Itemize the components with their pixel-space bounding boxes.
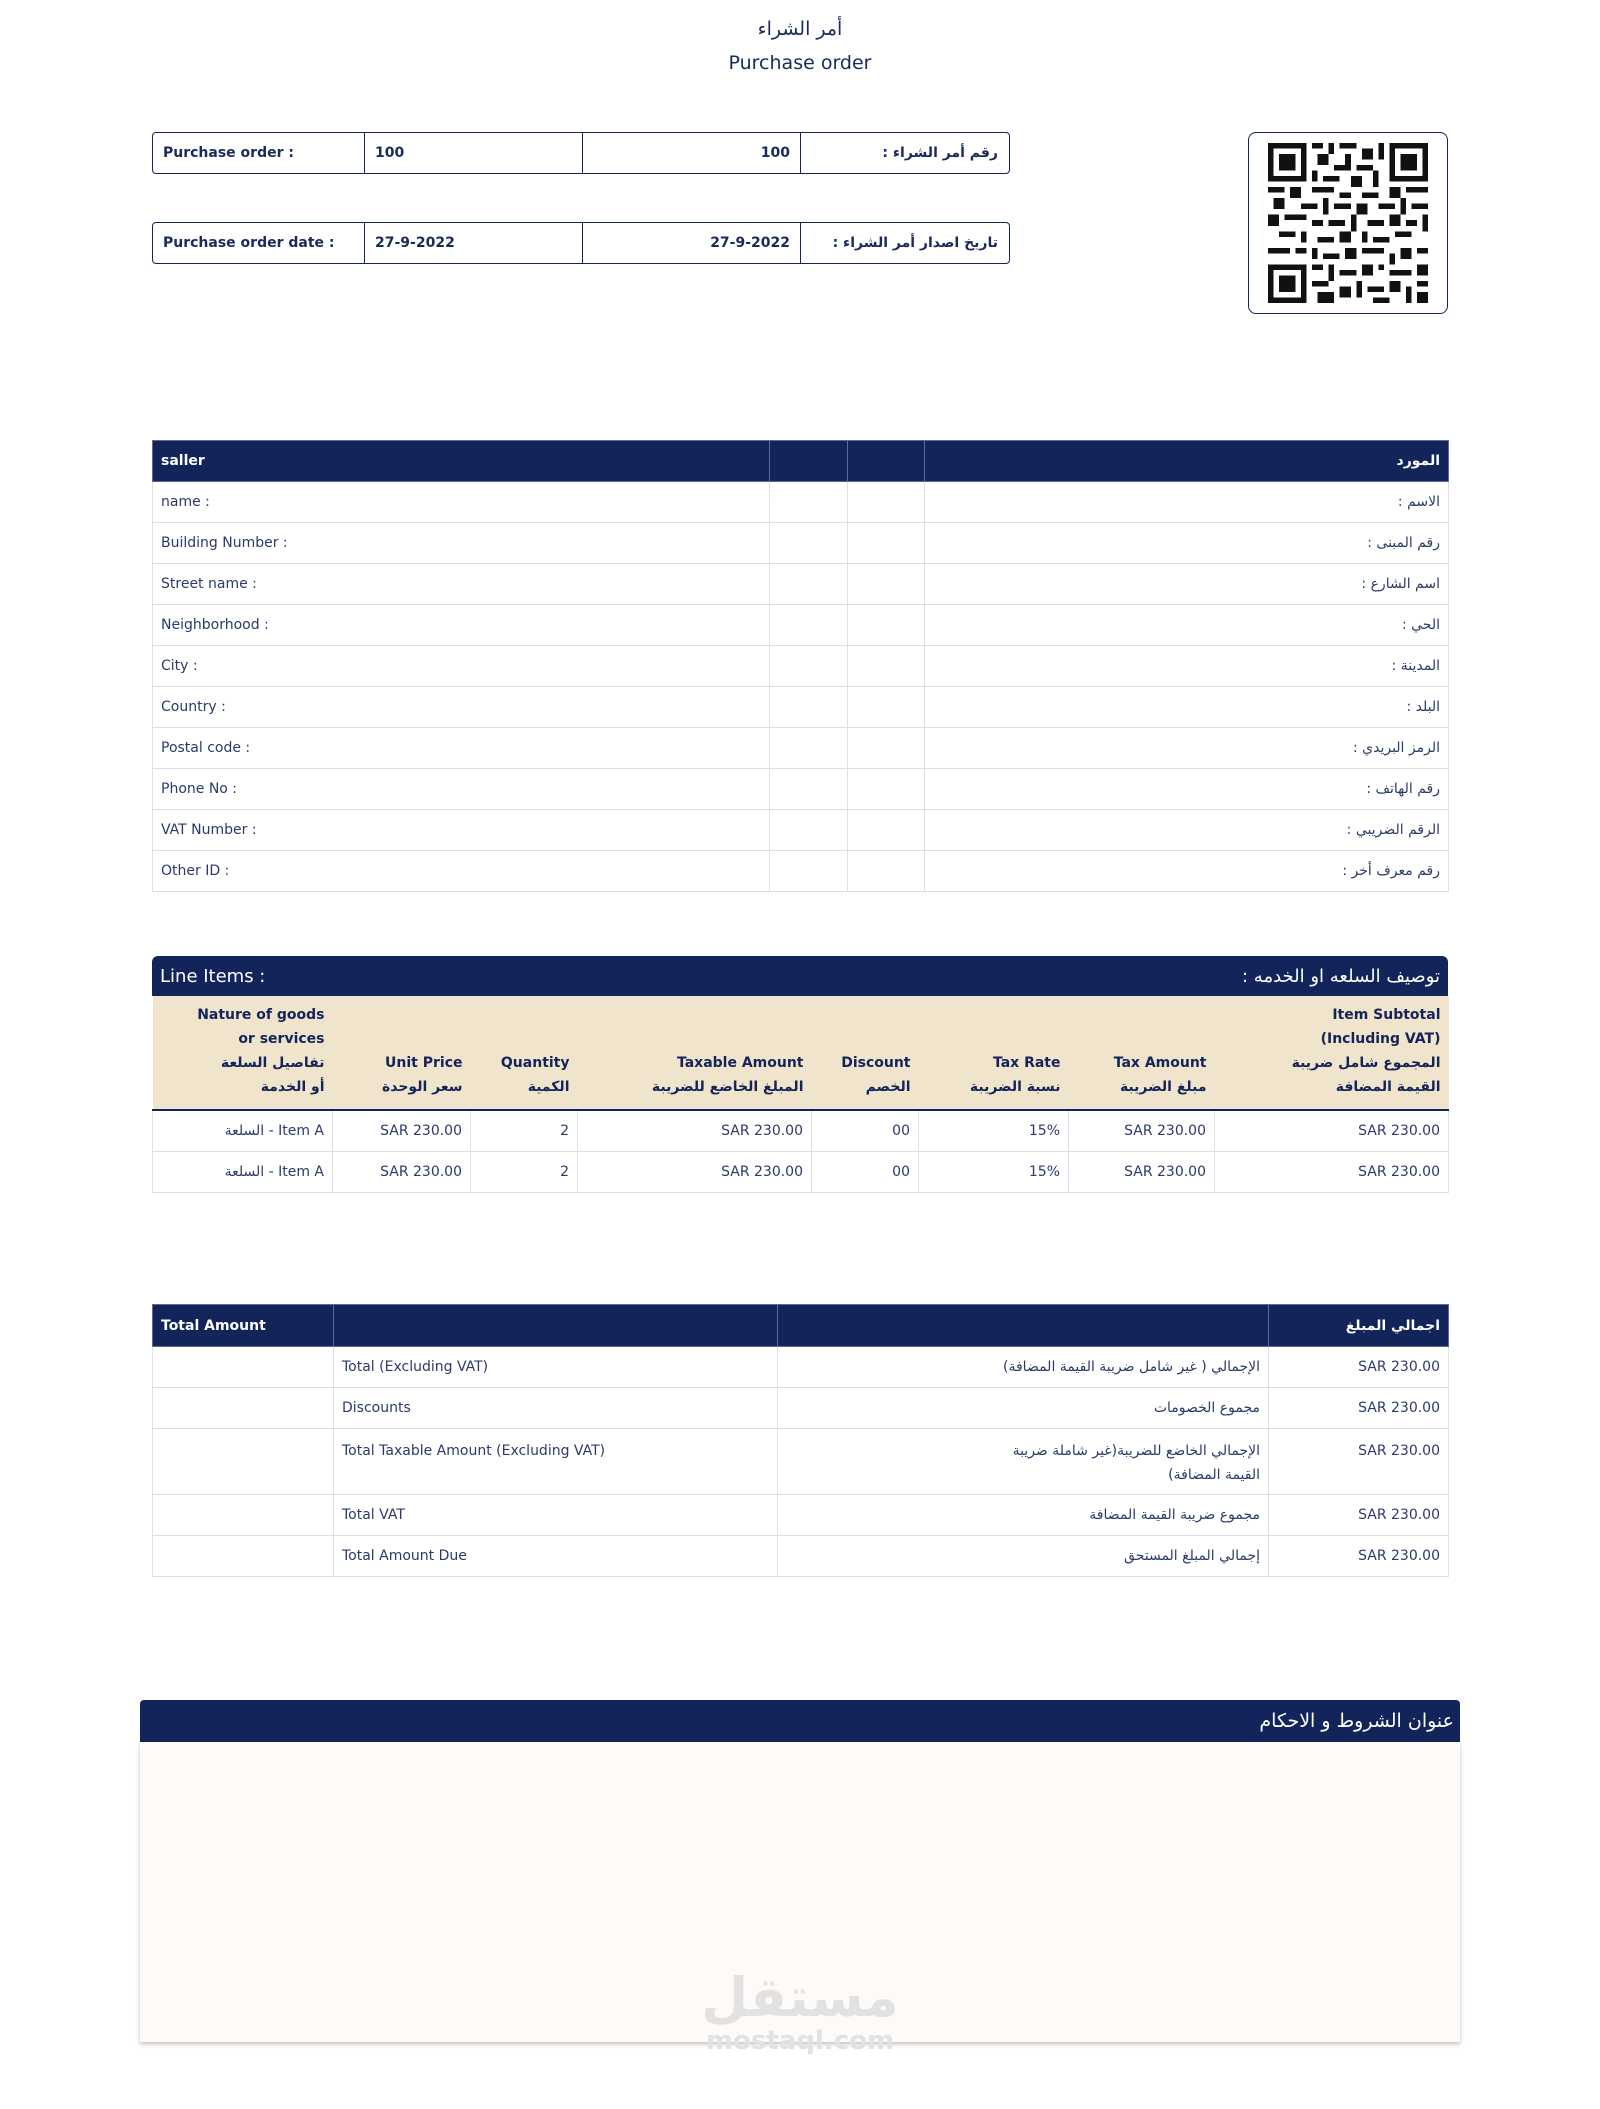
col-tax-amount <box>1069 996 1215 1110</box>
col-label-ar: الكمية <box>527 1079 570 1095</box>
page-title-en: Purchase order <box>728 52 872 74</box>
seller-cell <box>770 687 848 728</box>
po-number-label-ar: رقم أمر الشراء : <box>882 145 998 161</box>
table-row <box>153 687 1449 728</box>
col-label-en: Tax Amount <box>1113 1055 1207 1071</box>
table-row <box>153 1388 1449 1429</box>
item-name: السلعة - Item A <box>153 1151 333 1192</box>
totals-header-blank <box>778 1305 1269 1347</box>
table-row <box>153 1347 1449 1388</box>
totals-label-ar: مجموع ضريبة القيمة المضافة <box>778 1495 1269 1536</box>
col-label-ar: سعر الوحدة <box>381 1079 463 1095</box>
col-label-en: or services <box>238 1031 325 1047</box>
seller-cell <box>848 523 925 564</box>
item-tax-amount: SAR 230.00 <box>1069 1151 1215 1192</box>
seller-label-en: Phone No : <box>153 769 770 810</box>
col-label-ar: الخصم <box>865 1079 911 1095</box>
po-date-value-en: 27-9-2022 <box>365 223 583 263</box>
totals-cell <box>153 1495 334 1536</box>
terms-title: عنوان الشروط و الاحكام <box>1259 1710 1454 1732</box>
po-date-box <box>152 222 1010 264</box>
totals-value: SAR 230.00 <box>1269 1388 1449 1429</box>
seller-label-en: Neighborhood : <box>153 605 770 646</box>
table-row <box>153 605 1449 646</box>
totals-header-ar: اجمالي المبلغ <box>1269 1305 1449 1347</box>
seller-cell <box>848 769 925 810</box>
totals-value: SAR 230.00 <box>1269 1536 1449 1577</box>
col-discount <box>812 996 919 1110</box>
item-tax-amount: SAR 230.00 <box>1069 1110 1215 1151</box>
totals-value: SAR 230.00 <box>1269 1429 1449 1495</box>
seller-label-en: VAT Number : <box>153 810 770 851</box>
totals-cell <box>153 1429 334 1495</box>
col-label-ar: مبلغ الضريبة <box>1119 1079 1207 1095</box>
seller-header-blank <box>770 441 848 482</box>
po-number-box <box>152 132 1010 174</box>
line-items-table <box>152 996 1449 1193</box>
seller-cell <box>770 810 848 851</box>
table-row <box>153 1429 1449 1495</box>
seller-cell <box>770 482 848 523</box>
seller-header-row <box>153 441 1449 482</box>
item-quantity: 2 <box>471 1110 578 1151</box>
seller-cell <box>848 482 925 523</box>
item-subtotal: SAR 230.00 <box>1215 1151 1449 1192</box>
table-row <box>153 523 1449 564</box>
col-label-en: Discount <box>841 1055 911 1071</box>
item-name: السلعة - Item A <box>153 1110 333 1151</box>
col-label-ar: القيمة المضافة <box>1335 1079 1441 1095</box>
col-unit-price <box>333 996 471 1110</box>
col-label-en: Taxable Amount <box>676 1055 804 1071</box>
seller-cell <box>848 810 925 851</box>
col-tax-rate <box>919 996 1069 1110</box>
seller-cell <box>770 728 848 769</box>
col-label-ar: تفاصيل السلعة <box>220 1055 325 1071</box>
totals-table <box>152 1304 1449 1577</box>
seller-table <box>152 440 1449 892</box>
seller-label-en: Country : <box>153 687 770 728</box>
watermark-logo <box>700 1968 900 2054</box>
item-unit-price: SAR 230.00 <box>333 1151 471 1192</box>
col-taxable-amount <box>578 996 812 1110</box>
seller-cell <box>848 851 925 892</box>
po-number-label-en: Purchase order : <box>153 133 365 173</box>
item-taxable-amount: SAR 230.00 <box>578 1151 812 1192</box>
seller-label-ar: المدينة : <box>925 646 1449 687</box>
col-label-en: Tax Rate <box>992 1055 1061 1071</box>
seller-cell <box>848 646 925 687</box>
table-row <box>153 646 1449 687</box>
line-items-bar <box>152 956 1448 996</box>
seller-label-ar: الرمز البريدي : <box>925 728 1449 769</box>
seller-cell <box>770 564 848 605</box>
seller-label-ar: الحي : <box>925 605 1449 646</box>
po-number-value-en: 100 <box>365 133 583 173</box>
totals-label-ar: إجمالي المبلغ المستحق <box>778 1536 1269 1577</box>
seller-header-en: saller <box>153 441 770 482</box>
totals-cell <box>153 1536 334 1577</box>
col-label-en: Unit Price <box>385 1055 463 1071</box>
item-unit-price: SAR 230.00 <box>333 1110 471 1151</box>
table-row <box>153 728 1449 769</box>
col-quantity <box>471 996 578 1110</box>
col-label-en: (Including VAT) <box>1320 1031 1441 1047</box>
totals-header-row <box>153 1305 1449 1347</box>
seller-header-ar: المورد <box>925 441 1449 482</box>
seller-header-blank <box>848 441 925 482</box>
table-row <box>153 1536 1449 1577</box>
seller-label-ar: الاسم : <box>925 482 1449 523</box>
seller-label-en: Other ID : <box>153 851 770 892</box>
col-item-subtotal <box>1215 996 1449 1110</box>
po-date-label-en: Purchase order date : <box>153 223 365 263</box>
totals-label-ar: الإجمالي الخاضع للضريبة(غير شاملة ضريبة القيمة المضافة) <box>778 1429 1269 1495</box>
table-row <box>153 482 1449 523</box>
line-items-header-row <box>153 996 1449 1110</box>
seller-label-en: Building Number : <box>153 523 770 564</box>
col-label-ar: أو الخدمة <box>260 1079 325 1095</box>
table-row <box>153 1495 1449 1536</box>
seller-label-ar: رقم المبنى : <box>925 523 1449 564</box>
watermark-brand-ar: مستقل <box>701 1966 899 2029</box>
totals-value: SAR 230.00 <box>1269 1495 1449 1536</box>
seller-cell <box>770 605 848 646</box>
item-subtotal: SAR 230.00 <box>1215 1110 1449 1151</box>
seller-label-en: City : <box>153 646 770 687</box>
table-row <box>153 810 1449 851</box>
totals-label-en: Total (Excluding VAT) <box>334 1347 778 1388</box>
totals-header-blank <box>334 1305 778 1347</box>
totals-label-ar: الإجمالي ( غير شامل ضريبة القيمة المضافة) <box>778 1347 1269 1388</box>
po-number-value-ar: 100 <box>583 133 801 173</box>
item-discount: 00 <box>812 1110 919 1151</box>
totals-cell <box>153 1347 334 1388</box>
col-label-ar: المبلغ الخاضع للضريبة <box>651 1079 804 1095</box>
col-nature <box>153 996 333 1110</box>
seller-cell <box>848 687 925 728</box>
totals-label-en: Total VAT <box>334 1495 778 1536</box>
terms-bar <box>140 1700 1460 1742</box>
table-row <box>153 1110 1449 1151</box>
totals-label-en: Total Amount Due <box>334 1536 778 1577</box>
seller-cell <box>770 851 848 892</box>
page-title-ar: أمر الشراء <box>757 18 843 40</box>
col-label-en: Quantity <box>500 1055 570 1071</box>
line-items-title-en: Line Items : <box>160 965 266 987</box>
totals-value: SAR 230.00 <box>1269 1347 1449 1388</box>
item-taxable-amount: SAR 230.00 <box>578 1110 812 1151</box>
po-date-label-ar: تاريخ اصدار أمر الشراء : <box>832 235 998 251</box>
seller-label-ar: البلد : <box>925 687 1449 728</box>
col-label-en: Item Subtotal <box>1332 1007 1441 1023</box>
totals-header-en: Total Amount <box>153 1305 334 1347</box>
seller-label-ar: اسم الشارع : <box>925 564 1449 605</box>
totals-label-ar: مجموع الخصومات <box>778 1388 1269 1429</box>
seller-cell <box>848 728 925 769</box>
item-discount: 00 <box>812 1151 919 1192</box>
seller-cell <box>770 646 848 687</box>
seller-label-ar: رقم معرف أخر : <box>925 851 1449 892</box>
col-label-en: Nature of goods <box>197 1007 325 1023</box>
seller-cell <box>848 605 925 646</box>
seller-cell <box>770 523 848 564</box>
table-row <box>153 564 1449 605</box>
totals-label-en: Discounts <box>334 1388 778 1429</box>
table-row <box>153 769 1449 810</box>
item-tax-rate: 15% <box>919 1110 1069 1151</box>
seller-label-ar: الرقم الضريبي : <box>925 810 1449 851</box>
qr-code-frame <box>1248 132 1448 314</box>
totals-label-en: Total Taxable Amount (Excluding VAT) <box>334 1429 778 1495</box>
po-date-value-ar: 27-9-2022 <box>583 223 801 263</box>
line-items-title-ar: توصيف السلعه او الخدمه : <box>1242 965 1440 987</box>
col-label-ar: نسبة الضريبة <box>969 1079 1061 1095</box>
table-row <box>153 1151 1449 1192</box>
col-label-ar: المجموع شامل ضريبة <box>1291 1055 1441 1071</box>
seller-label-en: Street name : <box>153 564 770 605</box>
item-quantity: 2 <box>471 1151 578 1192</box>
seller-label-en: name : <box>153 482 770 523</box>
seller-cell <box>770 769 848 810</box>
item-tax-rate: 15% <box>919 1151 1069 1192</box>
seller-label-en: Postal code : <box>153 728 770 769</box>
seller-label-ar: رقم الهاتف : <box>925 769 1449 810</box>
seller-cell <box>848 564 925 605</box>
watermark-brand-en: mostaql.com <box>705 2026 895 2056</box>
qr-code-icon <box>1268 143 1428 303</box>
totals-cell <box>153 1388 334 1429</box>
table-row <box>153 851 1449 892</box>
